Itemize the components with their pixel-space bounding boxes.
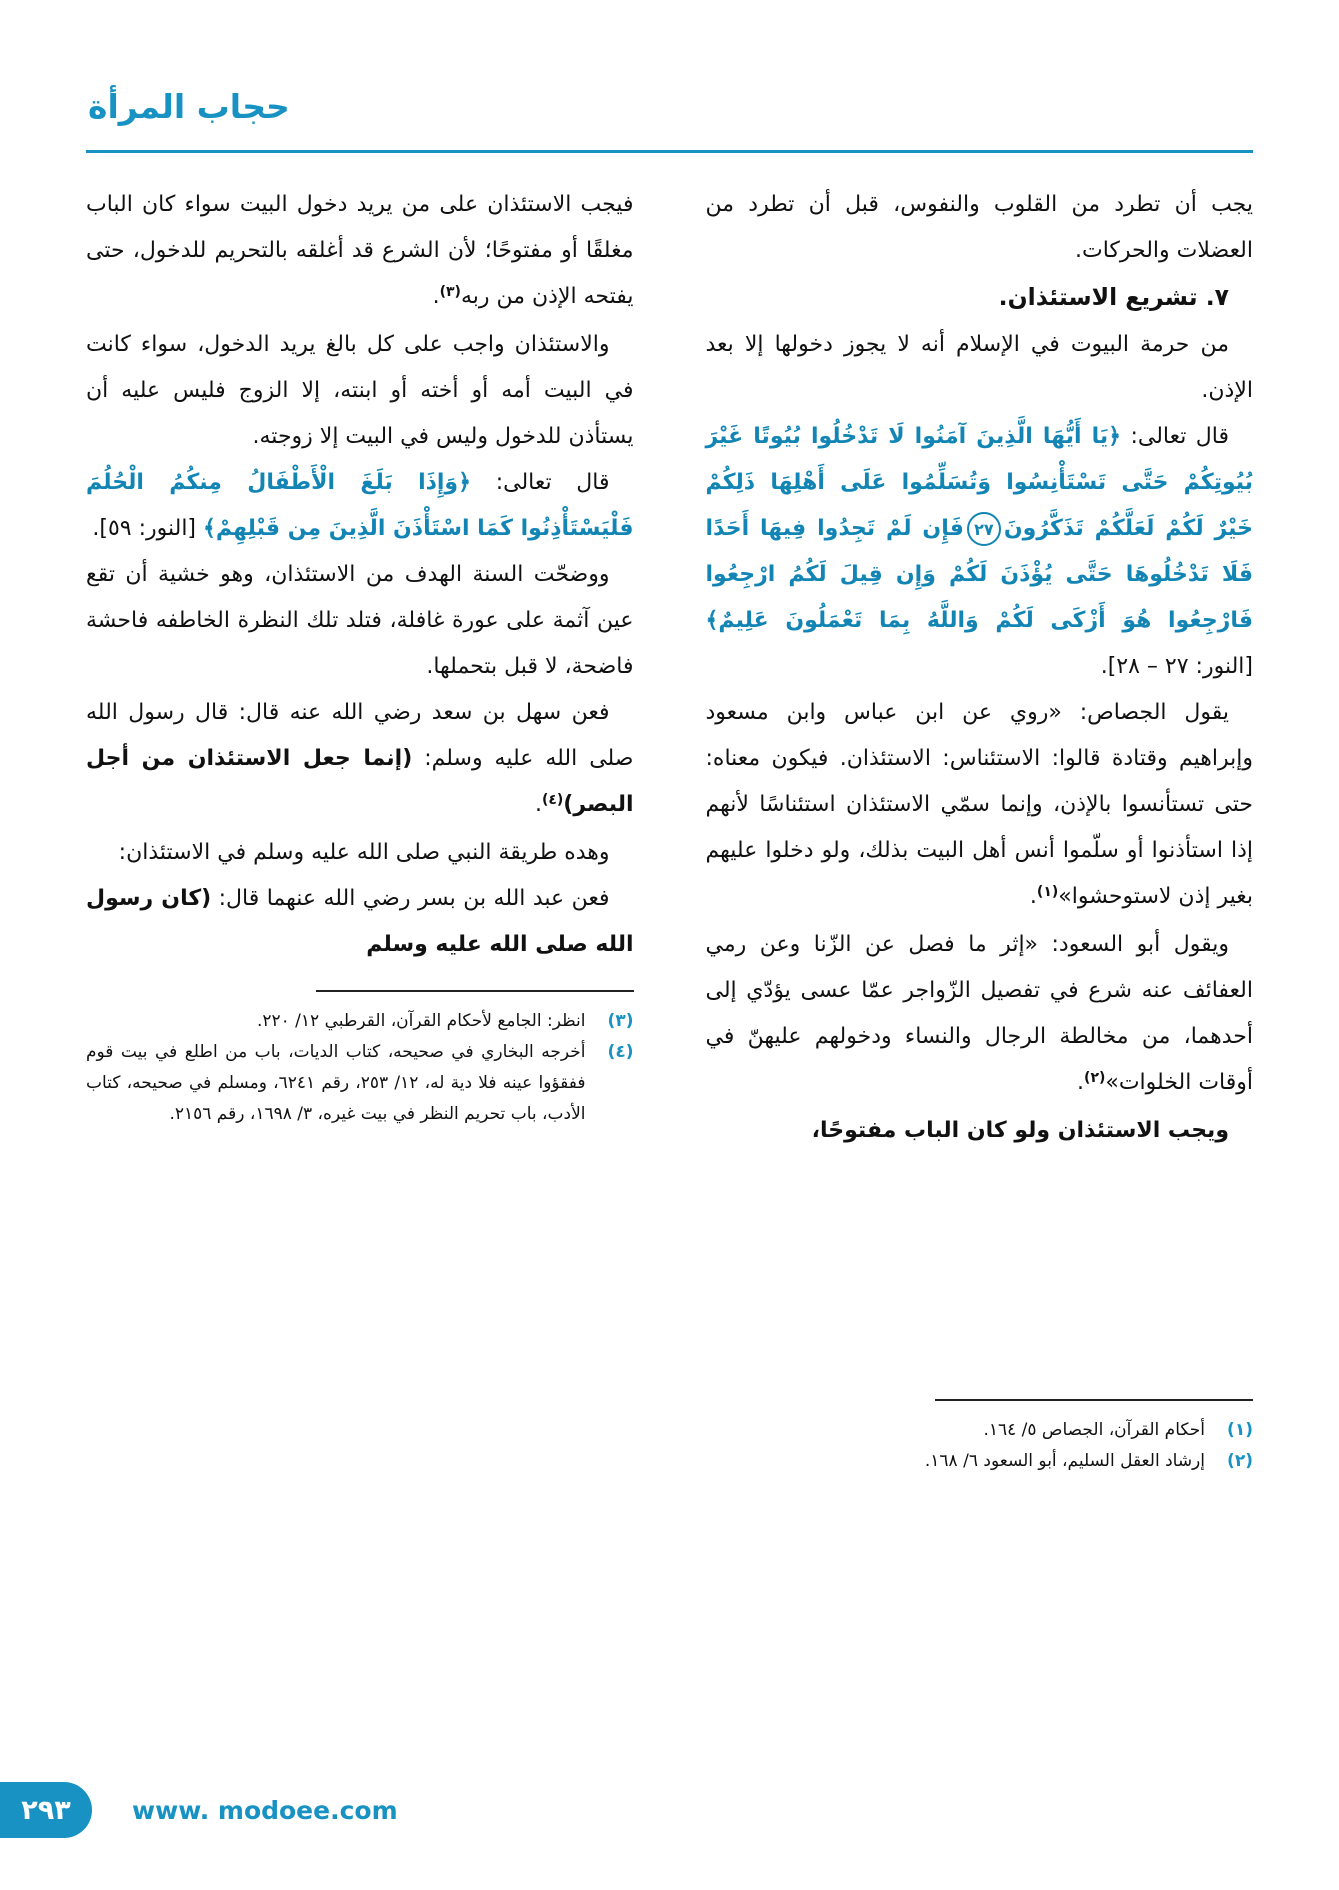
- paragraph: [706, 322, 1254, 414]
- footnote-marker: (٢): [1227, 1451, 1253, 1471]
- section-heading: ٧. تشريع الاستئذان.: [998, 283, 1229, 311]
- paragraph: [706, 414, 1254, 690]
- page-number: ٢٩٣: [21, 1794, 71, 1826]
- website-url: www. modoee.com: [132, 1795, 398, 1825]
- text-segment: (إنما جعل الاستئذان من أجل البصر): [86, 746, 634, 817]
- book-title-logo: حجاب المرأة: [88, 87, 290, 126]
- footnote: [706, 1415, 1254, 1446]
- page-header: [86, 86, 1253, 156]
- column-left-body: [86, 182, 634, 968]
- footnote-ref: (٢): [1084, 1070, 1106, 1086]
- footnote-text: انظر: الجامع لأحكام القرآن، القرطبي ١٢/ ٢٢٠.: [256, 1011, 586, 1031]
- text-segment: ووضحّت السنة الهدف من الاستئذان، وهو خشية أن تقع عين آثمة على عورة غافلة، فتلد تلك النظرة الخاطفه فاحشة فاضحة، لا قبل بتحملها.: [86, 562, 634, 679]
- column-right: [706, 182, 1254, 1477]
- footnote: [86, 1006, 634, 1037]
- text-segment: [النور: ٢٧ – ٢٨].: [1100, 654, 1253, 679]
- paragraph: [86, 876, 634, 968]
- footnote-marker: (٤): [607, 1042, 634, 1062]
- paragraph: [86, 182, 634, 322]
- text-segment: فعن عبد الله بن بسر رضي الله عنهما قال:: [211, 886, 610, 911]
- text-segment: يقول الجصاص: «روي عن ابن عباس وابن مسعود وإبراهيم وقتادة قالوا: الاستئناس: الاستئذان. فيكون معناه: حتى تستأنسوا بالإذن، وإنما سمّي الاستئذان استئناسًا لأنهم إذا استأذنوا أو سلّموا أنس أهل البيت بذلك، ولو دخلوا عليهم بغير إذن لاستوحشوا»: [705, 700, 1253, 909]
- paragraph: [86, 460, 634, 552]
- page-number-badge: [0, 1782, 92, 1838]
- column-left: [86, 182, 634, 1477]
- footnote-ref: (٣): [439, 284, 461, 300]
- quran-verse: فَإِن لَمْ تَجِدُوا فِيهَا أَحَدًا فَلَا تَدْخُلُوهَا حَتَّى يُؤْذَنَ لَكُمْ وَإِن قِيلَ لَكُمُ ارْجِعُوا فَارْجِعُوا هُوَ أَزْكَى لَكُمْ وَاللَّهُ بِمَا تَعْمَلُونَ عَلِيمٌ﴾: [705, 516, 1253, 633]
- column-right-footnotes: [706, 1393, 1254, 1477]
- column-left-footnotes: [86, 984, 634, 1130]
- text-segment: فعن سهل بن سعد رضي الله عنه قال: قال رسول الله صلى الله عليه وسلم:: [86, 700, 634, 771]
- footnote-ref: (١): [1036, 884, 1059, 900]
- footnote-text: أحكام القرآن، الجصاص ٥/ ١٦٤.: [983, 1420, 1205, 1440]
- text-segment: قال تعالى:: [471, 470, 610, 495]
- text-segment: من حرمة البيوت في الإسلام أنه لا يجوز دخولها إلا بعد الإذن.: [705, 332, 1253, 403]
- footnote-divider: [935, 1399, 1253, 1401]
- paragraph: [706, 182, 1254, 274]
- paragraph: [706, 922, 1254, 1108]
- paragraph: [86, 830, 634, 876]
- text-segment: قال تعالى:: [1121, 424, 1229, 449]
- footnote-text: أخرجه البخاري في صحيحه، كتاب الديات، باب من اطلع في بيت قوم ففقؤوا عينه فلا دية له، ١٢/ ٢٥٣، رقم ٦٢٤١، ومسلم في صحيحه، كتاب الأدب، باب تحريم النظر في بيت غيره، ٣/ ١٦٩٨، رقم ٢١٥٦.: [86, 1042, 586, 1124]
- text-segment: والاستئذان واجب على كل بالغ يريد الدخول، سواء كانت في البيت أمه أو أخته أو ابنته، إلا الزوج فليس عليه أن يستأذن للدخول وليس في البيت إلا زوجته.: [86, 332, 634, 449]
- quran-verse: ﴿يَا أَيُّهَا الَّذِينَ آمَنُوا لَا تَدْخُلُوا بُيُوتًا غَيْرَ بُيُوتِكُمْ حَتَّى تَسْتَأْنِسُوا وَتُسَلِّمُوا عَلَى أَهْلِهَا ذَلِكُمْ خَيْرٌ لَكُمْ لَعَلَّكُمْ تَذَكَّرُونَ: [705, 424, 1253, 541]
- paragraph: [706, 274, 1254, 322]
- footnote-divider: [316, 990, 634, 992]
- text-segment: [النور: ٥٩].: [92, 516, 204, 541]
- quran-verse: ﴿وَإِذَا بَلَغَ الْأَطْفَالُ مِنكُمُ الْحُلُمَ فَلْيَسْتَأْذِنُوا كَمَا اسْتَأْذَنَ الَّذِينَ مِن قَبْلِهِمْ﴾: [86, 470, 634, 541]
- text-segment: ويقول أبو السعود: «إثر ما فصل عن الزّنا وعن رمي العفائف عنه شرع في تفصيل الزّواجر عمّا عسى يؤدّي إلى أحدهما، من مخالطة الرجال والنساء ودخولهم عليهنّ في أوقات الخلوات»: [705, 932, 1253, 1095]
- footnote-marker: (٣): [607, 1011, 634, 1031]
- paragraph: [706, 690, 1254, 922]
- text-segment: .: [432, 284, 440, 309]
- paragraph: [706, 1108, 1254, 1154]
- footnote-text: إرشاد العقل السليم، أبو السعود ٦/ ١٦٨.: [924, 1451, 1205, 1471]
- column-right-body: [706, 182, 1254, 1154]
- footnote-ref: (٤): [541, 792, 564, 808]
- footnote: [706, 1446, 1254, 1477]
- text-columns: [86, 182, 1253, 1477]
- text-segment: ويجب الاستئذان ولو كان الباب مفتوحًا،: [811, 1118, 1229, 1143]
- paragraph: [86, 690, 634, 830]
- text-segment: وهده طريقة النبي صلى الله عليه وسلم في الاستئذان:: [118, 840, 610, 865]
- header-divider: [86, 150, 1253, 153]
- paragraph: [86, 322, 634, 460]
- text-segment: .: [1077, 1070, 1085, 1095]
- page-footer: [0, 1782, 398, 1838]
- text-segment: .: [534, 792, 542, 817]
- text-segment: يجب أن تطرد من القلوب والنفوس، قبل أن تطرد من العضلات والحركات.: [705, 192, 1253, 263]
- footnote: [86, 1037, 634, 1130]
- text-segment: .: [1029, 884, 1037, 909]
- footnote-marker: (١): [1227, 1420, 1253, 1440]
- text-segment: فيجب الاستئذان على من يريد دخول البيت سواء كان الباب مغلقًا أو مفتوحًا؛ لأن الشرع قد أغلقه بالتحريم للدخول، حتى يفتحه الإذن من ربه: [86, 192, 634, 309]
- text-segment: (كان رسول الله صلى الله عليه وسلم: [86, 886, 634, 957]
- ayah-number-marker: ٢٧: [967, 512, 1001, 546]
- paragraph: [86, 552, 634, 690]
